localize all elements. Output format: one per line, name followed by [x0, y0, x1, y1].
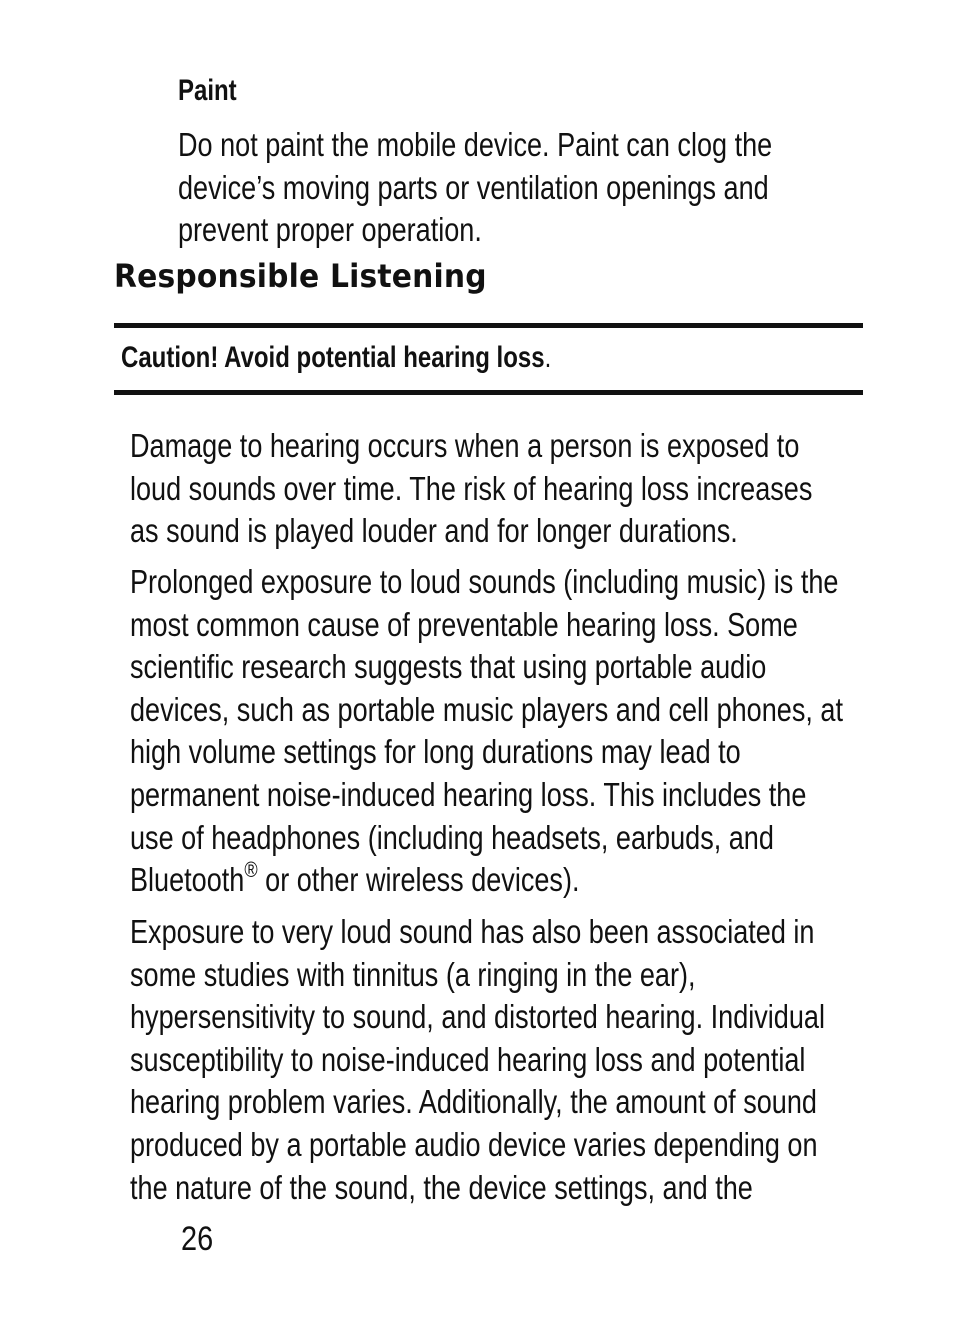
paragraph-line: permanent noise-induced hearing loss. This includes the: [130, 775, 807, 813]
paragraph-line-tail: or other wireless devices).: [257, 861, 580, 899]
registered-mark: ®: [244, 857, 258, 883]
hearing-damage-paragraph: [130, 425, 930, 553]
paragraph-line: Prolonged exposure to loud sounds (including music) is the: [130, 563, 839, 600]
paragraph-line: hypersensitivity to sound, and distorted hearing. Individual: [130, 998, 825, 1036]
page-number: 26: [181, 1220, 214, 1258]
caution-top-rule: [114, 323, 863, 328]
paragraph-line: the nature of the sound, the device settings, and the: [130, 1168, 753, 1206]
paragraph-line: some studies with tinnitus (a ringing in the ear),: [130, 955, 696, 993]
paint-line: prevent proper operation.: [178, 211, 482, 249]
paint-line: device’s moving parts or ventilation openings and: [178, 168, 769, 206]
paragraph-line: hearing problem varies. Additionally, the amount of sound: [130, 1083, 817, 1121]
caution-note: [121, 339, 659, 377]
paint-heading: Paint: [178, 74, 237, 107]
caution-bottom-rule: [114, 390, 863, 395]
paragraph-line: scientific research suggests that using portable audio: [130, 648, 767, 686]
paragraph-line: [130, 859, 930, 902]
paragraph-line: Exposure to very loud sound has also been associated in: [130, 913, 815, 950]
paragraph-line: loud sounds over time. The risk of hearing loss increases: [130, 469, 813, 507]
loud-sound-paragraph: [130, 911, 930, 1209]
bluetooth-word: Bluetooth: [130, 861, 245, 899]
caution-period: .: [544, 341, 552, 374]
section-heading: Responsible Listening: [114, 257, 487, 295]
paint-line: Do not paint the mobile device. Paint can clog the: [178, 126, 773, 163]
paragraph-line: susceptibility to noise-induced hearing loss and potential: [130, 1040, 806, 1078]
caution-text: Caution! Avoid potential hearing loss: [121, 341, 545, 374]
paint-paragraph: [178, 124, 938, 252]
paragraph-line: most common cause of preventable hearing loss. Some: [130, 605, 798, 643]
prolonged-exposure-paragraph: [130, 561, 930, 902]
paragraph-line: as sound is played louder and for longer durations.: [130, 512, 738, 550]
paragraph-line: Damage to hearing occurs when a person is exposed to: [130, 427, 800, 464]
paragraph-line: high volume settings for long durations may lead to: [130, 733, 741, 771]
paragraph-line: use of headphones (including headsets, earbuds, and: [130, 818, 774, 856]
paragraph-line: produced by a portable audio device varies depending on: [130, 1125, 818, 1163]
paragraph-line: devices, such as portable music players and cell phones, at: [130, 690, 843, 728]
